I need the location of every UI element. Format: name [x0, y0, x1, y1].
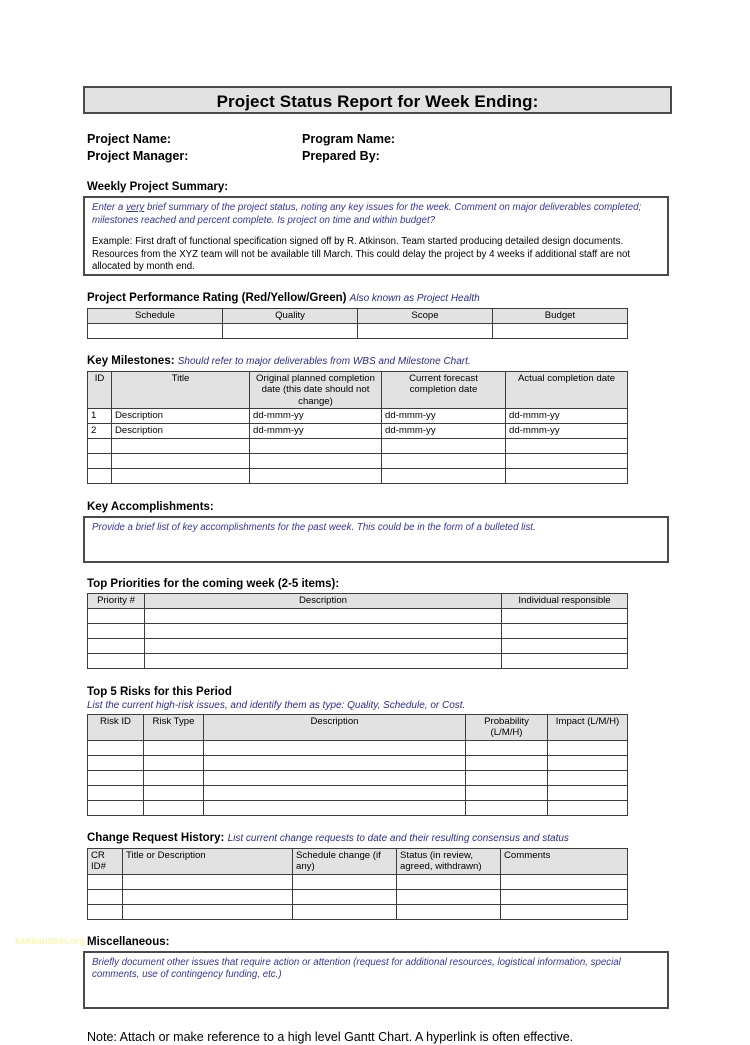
cell-quality[interactable] [223, 323, 358, 338]
weekly-summary-example: Example: First draft of functional specification signed off by R. Atkinson. Team started producing detailed design documents. Resources from the XYZ team will not be available till March. This could delay the project by 4 weeks if additional staff are not allocated by month end. [92, 236, 631, 272]
cell-impact[interactable] [548, 770, 628, 785]
col-risk-id: Risk ID [88, 714, 144, 740]
table-row[interactable] [88, 770, 628, 785]
cell-forecast-date[interactable] [382, 454, 506, 469]
cell-cr-id[interactable] [88, 904, 123, 919]
cell-budget[interactable] [493, 323, 628, 338]
table-header-row [88, 309, 628, 324]
col-title-description: Title or Description [123, 848, 293, 874]
cell-impact[interactable] [548, 800, 628, 815]
table-row[interactable] [88, 409, 628, 424]
table-header-row [88, 714, 628, 740]
top-risks-heading: Top 5 Risks for this Period [87, 685, 232, 698]
cell-cr-id[interactable] [88, 889, 123, 904]
col-probability: Probability (L/M/H) [466, 714, 548, 740]
key-milestones-table [87, 371, 628, 485]
cell-probability[interactable] [466, 800, 548, 815]
change-requests-table [87, 848, 628, 920]
col-priority-number: Priority # [88, 594, 145, 609]
cell-actual-date[interactable] [506, 469, 628, 484]
key-accomplishments-instruction: Provide a brief list of key accomplishments for the past week. This could be in the form of a bulleted list. [92, 522, 536, 533]
col-original-planned-date: Original planned completion date (this date should not change) [250, 371, 382, 409]
table-row[interactable] [88, 755, 628, 770]
table-row[interactable] [88, 740, 628, 755]
page-title: Project Status Report for Week Ending: [83, 86, 672, 114]
table-row[interactable] [88, 469, 628, 484]
program-name-label: Program Name: [302, 132, 396, 146]
cell-comments[interactable] [501, 874, 628, 889]
cell-risk-id[interactable] [88, 800, 144, 815]
cell-priority-number[interactable] [88, 653, 145, 668]
col-description: Description [145, 594, 502, 609]
change-requests-heading: Change Request History: List current change requests to date and their resulting consensus and status [87, 831, 569, 844]
cell-original-date[interactable] [250, 454, 382, 469]
table-row[interactable] [88, 800, 628, 815]
col-current-forecast-date: Current forecast completion date [382, 371, 506, 409]
cell-impact[interactable] [548, 740, 628, 755]
cell-description[interactable] [145, 623, 502, 638]
cell-actual-date[interactable] [506, 439, 628, 454]
col-description: Description [204, 714, 466, 740]
cell-individual[interactable] [502, 638, 628, 653]
cell-description[interactable] [145, 608, 502, 623]
cell-impact[interactable] [548, 785, 628, 800]
miscellaneous-box[interactable] [83, 951, 669, 1009]
cell-risk-id[interactable] [88, 755, 144, 770]
cell-forecast-date[interactable]: dd-mmm-yy [382, 409, 506, 424]
weekly-summary-instruction: Enter a very brief summary of the project status, noting any key issues for the week. Comment on major deliverables completed; milestones reached and percent complete. Is project on time and within budget? [92, 202, 642, 226]
change-requests-hint: List current change requests to date and their resulting consensus and status [227, 832, 569, 844]
watermark: kanbandbet.org [15, 936, 86, 946]
cell-id[interactable]: 2 [88, 424, 112, 439]
cell-description[interactable] [204, 785, 466, 800]
cell-status[interactable] [397, 874, 501, 889]
table-row[interactable] [88, 785, 628, 800]
col-cr-id: CR ID# [88, 848, 123, 874]
col-comments: Comments [501, 848, 628, 874]
cell-id[interactable] [88, 439, 112, 454]
key-accomplishments-box[interactable] [83, 516, 669, 563]
cell-priority-number[interactable] [88, 608, 145, 623]
cell-risk-id[interactable] [88, 770, 144, 785]
cell-title[interactable] [112, 439, 250, 454]
cell-original-date[interactable]: dd-mmm-yy [250, 424, 382, 439]
header-fields [87, 131, 669, 165]
cell-description[interactable] [145, 653, 502, 668]
top-priorities-table [87, 593, 628, 669]
col-quality: Quality [223, 309, 358, 324]
col-schedule: Schedule [88, 309, 223, 324]
cell-probability[interactable] [466, 740, 548, 755]
header-row-1 [87, 131, 669, 148]
cell-original-date[interactable] [250, 439, 382, 454]
top-risks-hint: List the current high-risk issues, and identify them as type: Quality, Schedule, or Cost. [87, 699, 466, 711]
cell-description[interactable] [204, 770, 466, 785]
cell-actual-date[interactable]: dd-mmm-yy [506, 409, 628, 424]
cell-description[interactable] [204, 740, 466, 755]
cell-risk-type[interactable] [144, 755, 204, 770]
cell-probability[interactable] [466, 770, 548, 785]
top-priorities-heading: Top Priorities for the coming week (2-5 items): [87, 578, 340, 590]
cell-risk-type[interactable] [144, 770, 204, 785]
key-milestones-hint: Should refer to major deliverables from WBS and Milestone Chart. [177, 355, 471, 367]
table-row[interactable] [88, 653, 628, 668]
cell-actual-date[interactable] [506, 454, 628, 469]
cell-schedule-change[interactable] [293, 874, 397, 889]
cell-comments[interactable] [501, 889, 628, 904]
cell-cr-id[interactable] [88, 874, 123, 889]
performance-rating-hint: Also known as Project Health [349, 293, 480, 304]
miscellaneous-instruction: Briefly document other issues that require action or attention (request for additional resources, logistical information, special comments, use of contingency funding, etc.) [92, 956, 621, 980]
performance-rating-heading: Project Performance Rating (Red/Yellow/Green) Also known as Project Health [87, 292, 480, 304]
cell-title[interactable] [112, 454, 250, 469]
col-individual-responsible: Individual responsible [502, 594, 628, 609]
col-id: ID [88, 371, 112, 409]
table-row[interactable] [88, 424, 628, 439]
cell-risk-type[interactable] [144, 740, 204, 755]
weekly-summary-emphasis: very [125, 202, 145, 213]
col-schedule-change: Schedule change (if any) [293, 848, 397, 874]
cell-actual-date[interactable]: dd-mmm-yy [506, 424, 628, 439]
miscellaneous-heading: Miscellaneous: [87, 935, 170, 948]
cell-priority-number[interactable] [88, 638, 145, 653]
cell-title-description[interactable] [123, 889, 293, 904]
cell-title[interactable]: Description [112, 424, 250, 439]
cell-forecast-date[interactable] [382, 439, 506, 454]
cell-description[interactable] [145, 638, 502, 653]
weekly-summary-heading: Weekly Project Summary: [87, 181, 229, 193]
table-row[interactable] [88, 323, 628, 338]
table-row[interactable] [88, 623, 628, 638]
project-manager-label: Project Manager: [87, 149, 189, 163]
col-status: Status (in review, agreed, withdrawn) [397, 848, 501, 874]
col-title: Title [112, 371, 250, 409]
top-risks-table [87, 714, 628, 816]
table-row[interactable] [88, 608, 628, 623]
cell-title-description[interactable] [123, 874, 293, 889]
col-risk-type: Risk Type [144, 714, 204, 740]
key-milestones-heading: Key Milestones: Should refer to major deliverables from WBS and Milestone Chart. [87, 354, 471, 367]
col-budget: Budget [493, 309, 628, 324]
key-accomplishments-heading: Key Accomplishments: [87, 501, 214, 513]
table-row[interactable] [88, 889, 628, 904]
cell-risk-id[interactable] [88, 740, 144, 755]
col-impact: Impact (L/M/H) [548, 714, 628, 740]
table-header-row [88, 594, 628, 609]
cell-id[interactable] [88, 469, 112, 484]
cell-impact[interactable] [548, 755, 628, 770]
cell-probability[interactable] [466, 785, 548, 800]
cell-individual[interactable] [502, 623, 628, 638]
project-name-label: Project Name: [87, 132, 172, 146]
cell-forecast-date[interactable]: dd-mmm-yy [382, 424, 506, 439]
spacer [92, 227, 661, 236]
cell-status[interactable] [397, 904, 501, 919]
cell-title[interactable] [112, 469, 250, 484]
table-row[interactable] [88, 904, 628, 919]
prepared-by-label: Prepared By: [302, 149, 380, 163]
cell-individual[interactable] [502, 653, 628, 668]
header-row-2 [87, 148, 669, 165]
cell-schedule-change[interactable] [293, 904, 397, 919]
document-body [83, 86, 669, 1045]
cell-description[interactable] [204, 800, 466, 815]
cell-original-date[interactable]: dd-mmm-yy [250, 409, 382, 424]
table-row[interactable] [88, 439, 628, 454]
cell-title-description[interactable] [123, 904, 293, 919]
col-scope: Scope [358, 309, 493, 324]
footer-note: Note: Attach or make reference to a high level Gantt Chart. A hyperlink is often effective. [87, 1029, 574, 1044]
cell-id[interactable] [88, 454, 112, 469]
table-row[interactable] [88, 638, 628, 653]
cell-title[interactable]: Description [112, 409, 250, 424]
cell-forecast-date[interactable] [382, 469, 506, 484]
performance-rating-table [87, 308, 628, 339]
cell-status[interactable] [397, 889, 501, 904]
cell-probability[interactable] [466, 755, 548, 770]
cell-comments[interactable] [501, 904, 628, 919]
cell-risk-type[interactable] [144, 800, 204, 815]
cell-original-date[interactable] [250, 469, 382, 484]
cell-priority-number[interactable] [88, 623, 145, 638]
weekly-summary-box[interactable] [83, 196, 669, 276]
cell-risk-type[interactable] [144, 785, 204, 800]
cell-id[interactable]: 1 [88, 409, 112, 424]
table-row[interactable] [88, 454, 628, 469]
cell-risk-id[interactable] [88, 785, 144, 800]
cell-schedule[interactable] [88, 323, 223, 338]
cell-description[interactable] [204, 755, 466, 770]
col-actual-completion-date: Actual completion date [506, 371, 628, 409]
cell-schedule-change[interactable] [293, 889, 397, 904]
table-row[interactable] [88, 874, 628, 889]
cell-individual[interactable] [502, 608, 628, 623]
table-header-row [88, 848, 628, 874]
table-header-row [88, 371, 628, 409]
cell-scope[interactable] [358, 323, 493, 338]
